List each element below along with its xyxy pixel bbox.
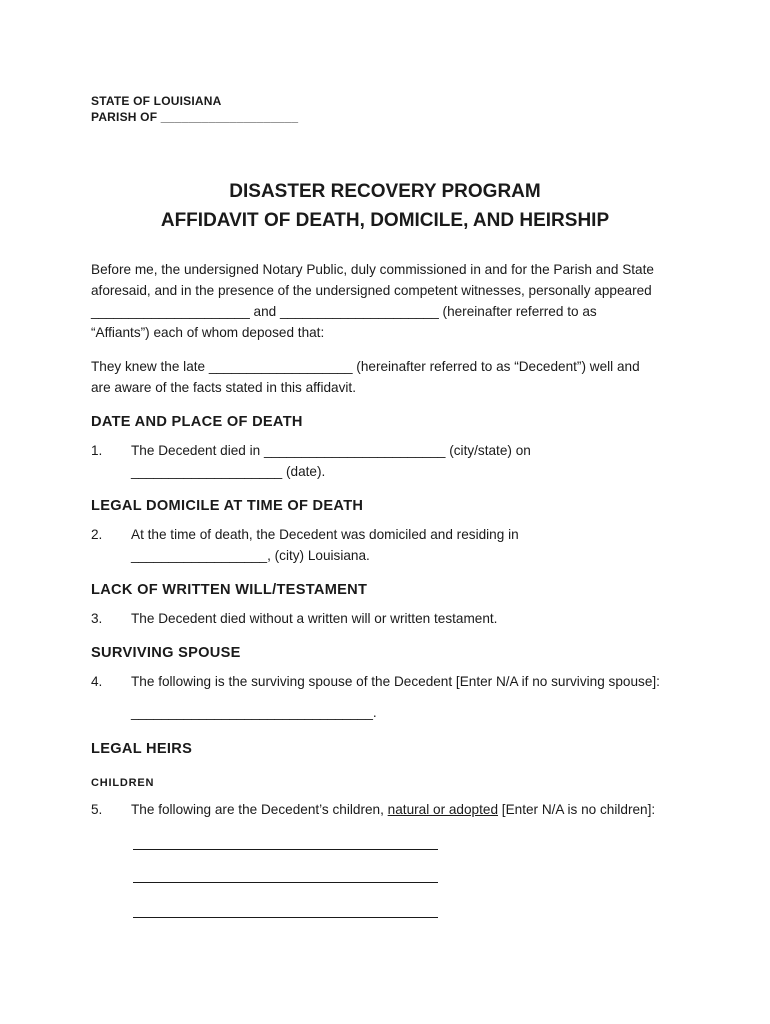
section-heading-will: LACK OF WRITTEN WILL/TESTAMENT (91, 582, 368, 598)
spouse-line-1: The following is the surviving spouse of the Decedent [Enter N/A if no surviving spouse]: (131, 674, 660, 689)
parish-label: PARISH OF ____________________ (91, 110, 299, 124)
item-number-4: 4. (91, 674, 103, 689)
child-name-line-2 (133, 882, 438, 883)
natural-or-adopted-text: natural or adopted (387, 802, 499, 817)
state-label: STATE OF LOUISIANA (91, 94, 222, 108)
domicile-line-1: At the time of death, the Decedent was domiciled and residing in (131, 527, 519, 542)
death-line-2: ____________________ (date). (131, 464, 326, 479)
subsection-heading-children: CHILDREN (91, 777, 155, 789)
item-number-5: 5. (91, 802, 103, 817)
intro-line-4: “Affiants”) each of whom deposed that: (91, 325, 325, 340)
item-number-3: 3. (91, 611, 103, 626)
children-text-post: [Enter N/A is no children]: (498, 802, 656, 817)
item-number-1: 1. (91, 443, 103, 458)
section-heading-heirs: LEGAL HEIRS (91, 741, 193, 757)
children-text-pre: The following are the Decedent’s children, (131, 802, 388, 817)
section-heading-domicile: LEGAL DOMICILE AT TIME OF DEATH (91, 498, 364, 514)
will-line-1: The Decedent died without a written will or written testament. (131, 611, 498, 626)
intro-line-1: Before me, the undersigned Notary Public, duly commissioned in and for the Parish and State (91, 262, 654, 277)
decedent-line-2: are aware of the facts stated in this affidavit. (91, 380, 356, 395)
item-number-2: 2. (91, 527, 103, 542)
section-heading-spouse: SURVIVING SPOUSE (91, 645, 241, 661)
child-name-line-1 (133, 849, 438, 850)
child-name-line-3 (133, 917, 438, 918)
intro-line-2: aforesaid, and in the presence of the undersigned competent witnesses, personally appeared (91, 283, 652, 298)
decedent-line-1: They knew the late ___________________ (hereinafter referred to as “Decedent”) well and (91, 359, 640, 374)
domicile-line-2: __________________, (city) Louisiana. (131, 548, 370, 563)
document-title-line-2: AFFIDAVIT OF DEATH, DOMICILE, AND HEIRSHIP (160, 210, 610, 231)
section-heading-death: DATE AND PLACE OF DEATH (91, 414, 303, 430)
document-title-line-1: DISASTER RECOVERY PROGRAM (229, 181, 541, 202)
spouse-blank: ________________________________. (131, 705, 377, 720)
children-line-1 (131, 802, 655, 817)
death-line-1: The Decedent died in ________________________ (city/state) on (131, 443, 531, 458)
intro-line-3: _____________________ and _____________________ (hereinafter referred to as (91, 304, 597, 319)
